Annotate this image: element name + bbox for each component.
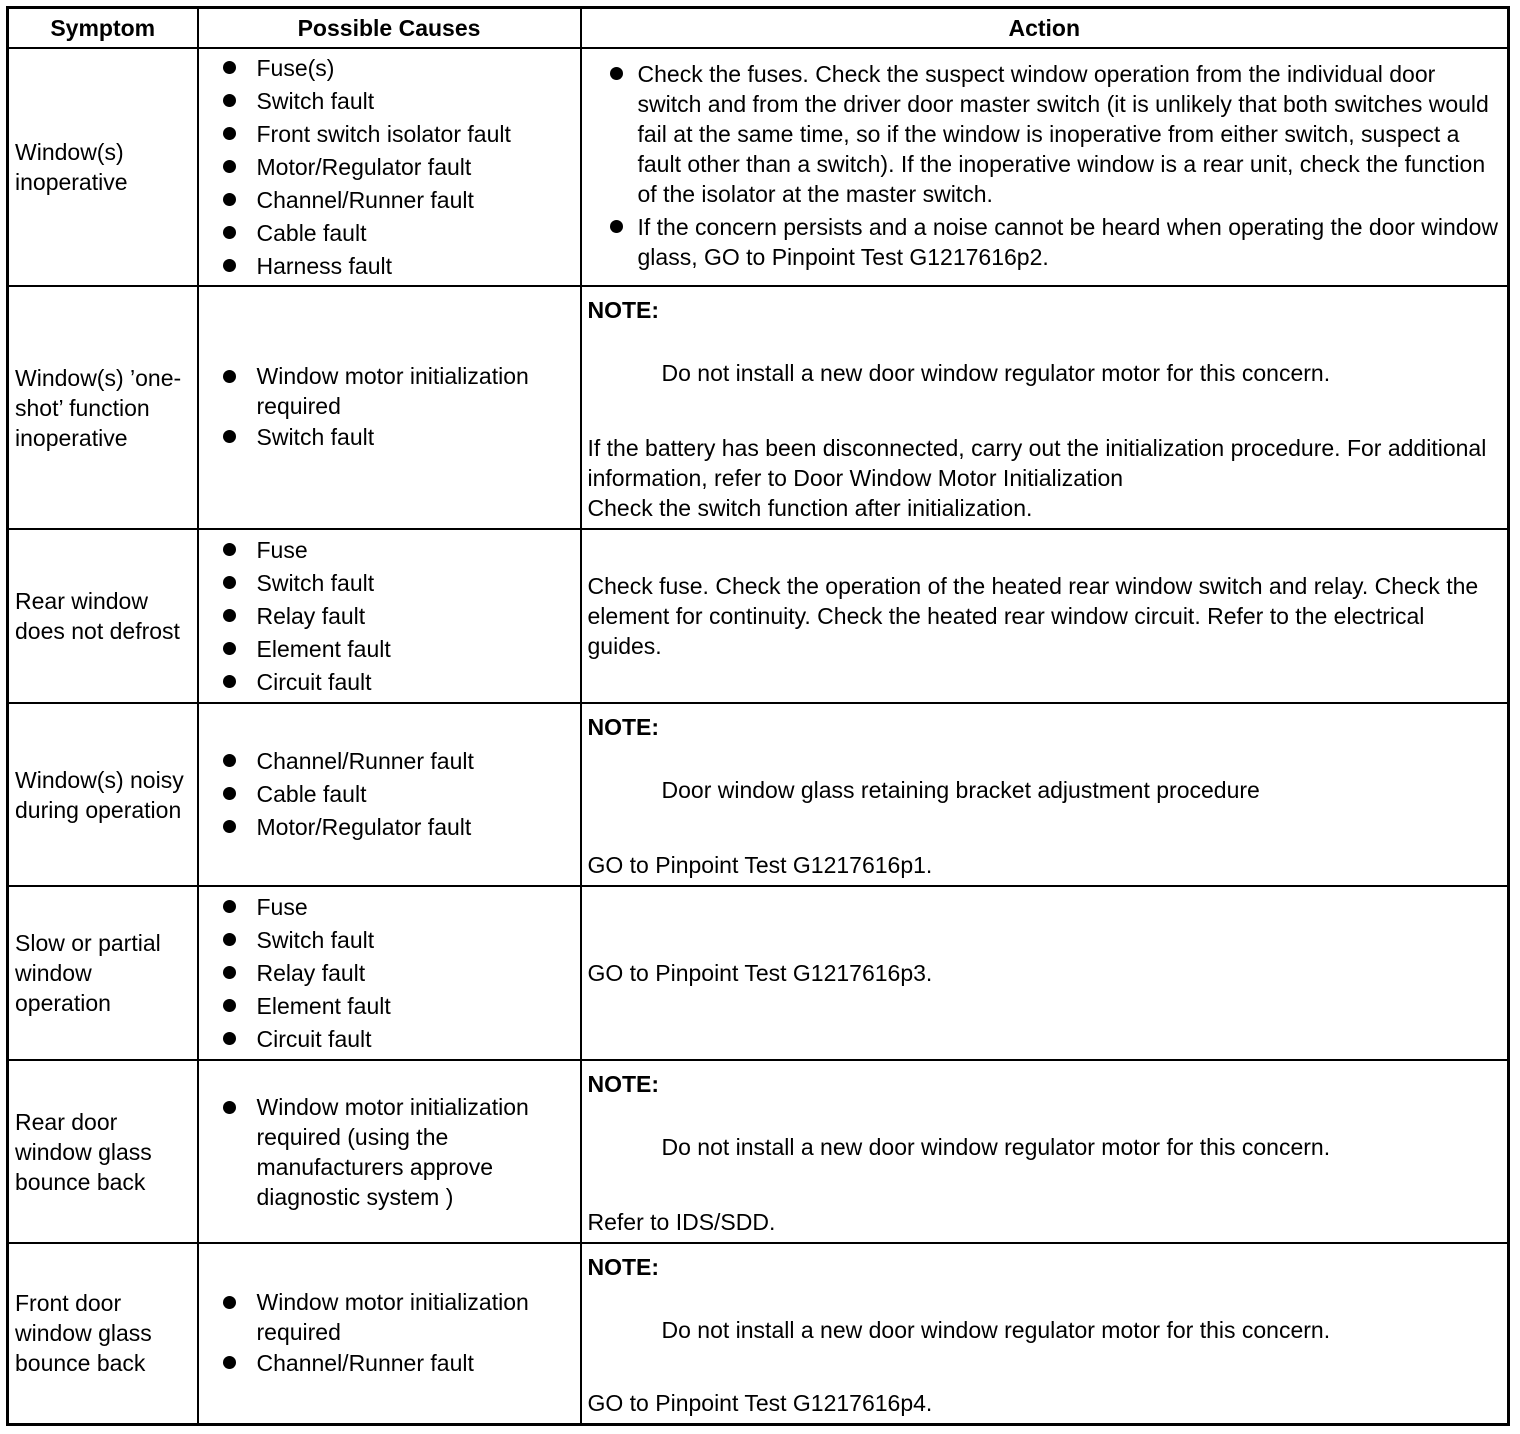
action-cell [581,1060,1509,1243]
cause-item: Window motor initialization required (using the manufacturers approve diagnostic system ) [205,1092,574,1212]
note-text: Door window glass retaining bracket adjustment procedure [661,777,1260,803]
cause-item: Cable fault [205,778,574,811]
action-text: If the battery has been disconnected, carry out the initialization procedure. For additional information, refer to Door Window Motor Initialization [587,435,1487,491]
header-symptom: Symptom [8,8,198,49]
table-row [8,1243,1509,1424]
cause-item: Switch fault [205,567,574,600]
table-row [8,1060,1509,1243]
causes-cell [198,1060,581,1243]
cause-item: Channel/Runner fault [205,1347,574,1380]
header-row [8,8,1509,49]
action-item: If the concern persists and a noise cannot be heard when operating the door window glass, GO to Pinpoint Test G1217616p2. [588,212,1502,272]
note-label: NOTE: [587,297,660,323]
cause-item: Fuse [205,534,574,567]
action-cell [581,703,1509,886]
cause-item: Harness fault [205,250,574,283]
cause-item: Relay fault [205,600,574,633]
diagnosis-table [6,6,1510,1426]
table-row [8,886,1509,1060]
cause-item: Fuse(s) [205,52,574,85]
cause-item: Window motor initialization required [205,361,574,421]
cause-item: Switch fault [205,924,574,957]
cause-item: Element fault [205,633,574,666]
causes-cell [198,48,581,286]
symptom-cell: Window(s) noisy during operation [8,703,198,886]
action-text: Refer to IDS/SDD. [587,1209,776,1235]
cause-item: Channel/Runner fault [205,745,574,778]
cause-item: Window motor initialization required [205,1287,574,1347]
cause-item: Element fault [205,990,574,1023]
note-text: Do not install a new door window regulator motor for this concern. [661,1317,1331,1343]
cause-item: Switch fault [205,85,574,118]
action-cell: GO to Pinpoint Test G1217616p3. [581,886,1509,1060]
header-action: Action [581,8,1509,49]
table-row [8,529,1509,703]
causes-cell [198,286,581,529]
symptom-cell: Slow or partial window operation [8,886,198,1060]
action-text: Check the switch function after initialization. [587,495,1033,521]
note-label: NOTE: [587,1254,660,1280]
cause-item: Front switch isolator fault [205,118,574,151]
cause-item: Relay fault [205,957,574,990]
table-row [8,48,1509,286]
note-text: Do not install a new door window regulator motor for this concern. [661,1134,1331,1160]
action-item: Check the fuses. Check the suspect window operation from the individual door switch and from the driver door master switch (it is unlikely that both switches would fail at the same time, so if the window is inoperative from either switch, suspect a fault other than a switch). If the inoperative window is a rear unit, check the function of the isolator at the master switch. [588,59,1502,209]
symptom-cell: Front door window glass bounce back [8,1243,198,1424]
symptom-cell: Rear door window glass bounce back [8,1060,198,1243]
header-causes: Possible Causes [198,8,581,49]
action-text: GO to Pinpoint Test G1217616p4. [587,1390,933,1416]
action-cell [581,286,1509,529]
cause-item: Channel/Runner fault [205,184,574,217]
table-row [8,703,1509,886]
action-text: GO to Pinpoint Test G1217616p1. [587,852,933,878]
causes-cell [198,886,581,1060]
symptom-cell: Rear window does not defrost [8,529,198,703]
note-text: Do not install a new door window regulator motor for this concern. [661,360,1331,386]
note-label: NOTE: [587,714,660,740]
cause-item: Motor/Regulator fault [205,151,574,184]
cause-item: Circuit fault [205,666,574,699]
table-row [8,286,1509,529]
action-cell [581,1243,1509,1424]
cause-item: Switch fault [205,421,574,454]
causes-cell [198,703,581,886]
cause-item: Circuit fault [205,1023,574,1056]
symptom-cell: Window(s) inoperative [8,48,198,286]
cause-item: Fuse [205,891,574,924]
cause-item: Cable fault [205,217,574,250]
causes-cell [198,529,581,703]
note-label: NOTE: [587,1071,660,1097]
cause-item: Motor/Regulator fault [205,811,574,844]
action-cell [581,48,1509,286]
symptom-cell: Window(s) ’one-shot’ function inoperative [8,286,198,529]
action-cell: Check fuse. Check the operation of the heated rear window switch and relay. Check the element for continuity. Check the heated rear window circuit. Refer to the electrical guides. [581,529,1509,703]
causes-cell [198,1243,581,1424]
